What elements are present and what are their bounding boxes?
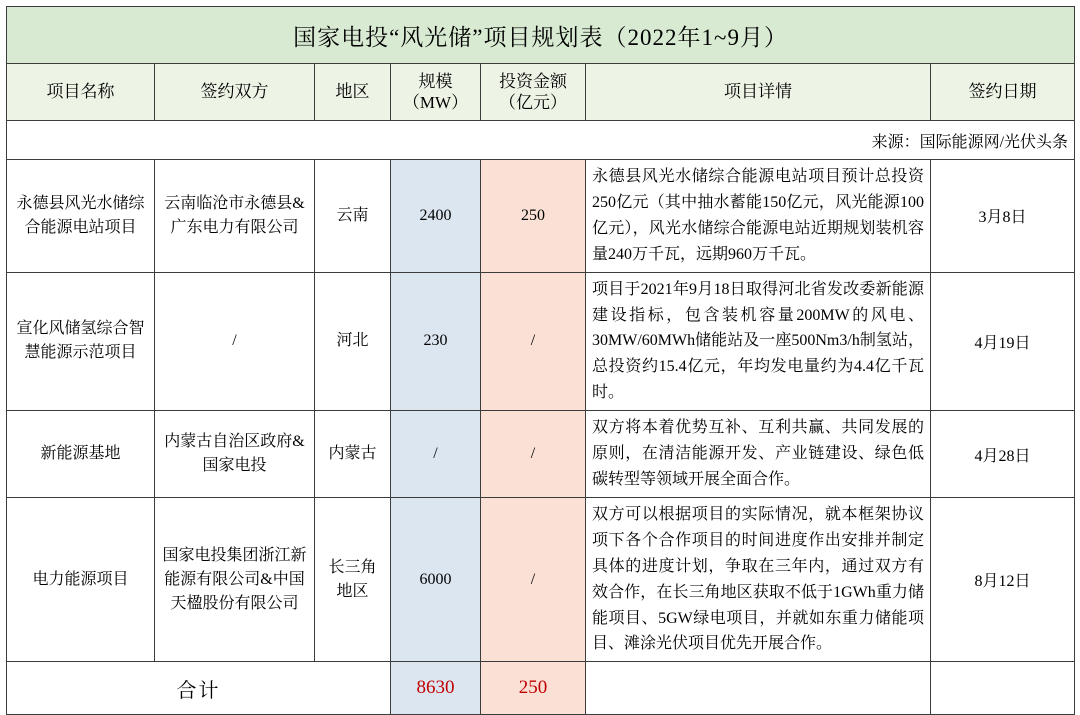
column-header-invest-line1: 投资金额 (499, 71, 567, 91)
cell-scale: 2400 (391, 160, 481, 273)
cell-parties: 云南临沧市永德县&广东电力有限公司 (155, 160, 315, 273)
total-label: 合计 (7, 662, 391, 715)
cell-detail: 双方将本着优势互补、互利共赢、共同发展的原则，在清洁能源开发、产业链建设、绿色低碳转型等领域开展全面合作。 (586, 411, 931, 498)
cell-parties: / (155, 272, 315, 411)
table-row (7, 411, 1075, 498)
column-header-date: 签约日期 (931, 64, 1075, 121)
column-header-region: 地区 (315, 64, 391, 121)
column-header-scale-line2: （MW） (402, 93, 469, 112)
source-note: 来源：国际能源网/光伏头条 (7, 121, 1075, 160)
cell-parties: 国家电投集团浙江新能源有限公司&中国天楹股份有限公司 (155, 497, 315, 661)
source-row (7, 121, 1075, 160)
column-header-invest (481, 64, 586, 121)
column-header-detail: 项目详情 (586, 64, 931, 121)
project-plan-table (6, 6, 1075, 715)
total-detail-blank (586, 662, 931, 715)
page-title: 国家电投“风光储”项目规划表（2022年1~9月） (7, 7, 1075, 64)
column-header-scale-line1: 规模 (418, 71, 453, 91)
cell-date: 8月12日 (931, 497, 1075, 661)
column-header-name: 项目名称 (7, 64, 155, 121)
column-header-scale (391, 64, 481, 121)
header-row (7, 64, 1075, 121)
cell-detail: 永德县风光水储综合能源电站项目预计总投资250亿元（其中抽水蓄能150亿元，风光能源100亿元），风光水储综合能源电站近期规划装机容量240万千瓦，远期960万千瓦。 (586, 160, 931, 273)
title-row (7, 7, 1075, 64)
cell-region: 河北 (315, 272, 391, 411)
cell-project-name: 永德县风光水储综合能源电站项目 (7, 160, 155, 273)
column-header-parties: 签约双方 (155, 64, 315, 121)
cell-parties: 内蒙古自治区政府&国家电投 (155, 411, 315, 498)
total-scale: 8630 (391, 662, 481, 715)
cell-invest: / (481, 272, 586, 411)
cell-project-name: 宣化风储氢综合智慧能源示范项目 (7, 272, 155, 411)
table-row (7, 272, 1075, 411)
cell-region: 长三角地区 (315, 497, 391, 661)
column-header-invest-line2: （亿元） (499, 93, 567, 112)
cell-detail: 双方可以根据项目的实际情况，就本框架协议项下各个合作项目的时间进度作出安排并制定具体的进度计划，争取在三年内，通过双方有效合作，在长三角地区获取不低于1GWh重力储能项目、5GW绿电项目，并就如东重力储能项目、滩涂光伏项目优先开展合作。 (586, 497, 931, 661)
cell-scale: / (391, 411, 481, 498)
cell-region: 内蒙古 (315, 411, 391, 498)
cell-date: 3月8日 (931, 160, 1075, 273)
cell-scale: 230 (391, 272, 481, 411)
cell-scale: 6000 (391, 497, 481, 661)
cell-invest: 250 (481, 160, 586, 273)
total-row (7, 662, 1075, 715)
total-invest: 250 (481, 662, 586, 715)
cell-project-name: 电力能源项目 (7, 497, 155, 661)
table-row (7, 160, 1075, 273)
cell-region: 云南 (315, 160, 391, 273)
cell-date: 4月28日 (931, 411, 1075, 498)
cell-invest: / (481, 411, 586, 498)
cell-invest: / (481, 497, 586, 661)
cell-detail: 项目于2021年9月18日取得河北省发改委新能源建设指标，包含装机容量200MW的风电、30MW/60MWh储能站及一座500Nm3/h制氢站，总投资约15.4亿元，年均发电量约为4.4亿千瓦时。 (586, 272, 931, 411)
cell-project-name: 新能源基地 (7, 411, 155, 498)
table-row (7, 497, 1075, 661)
cell-date: 4月19日 (931, 272, 1075, 411)
total-date-blank (931, 662, 1075, 715)
